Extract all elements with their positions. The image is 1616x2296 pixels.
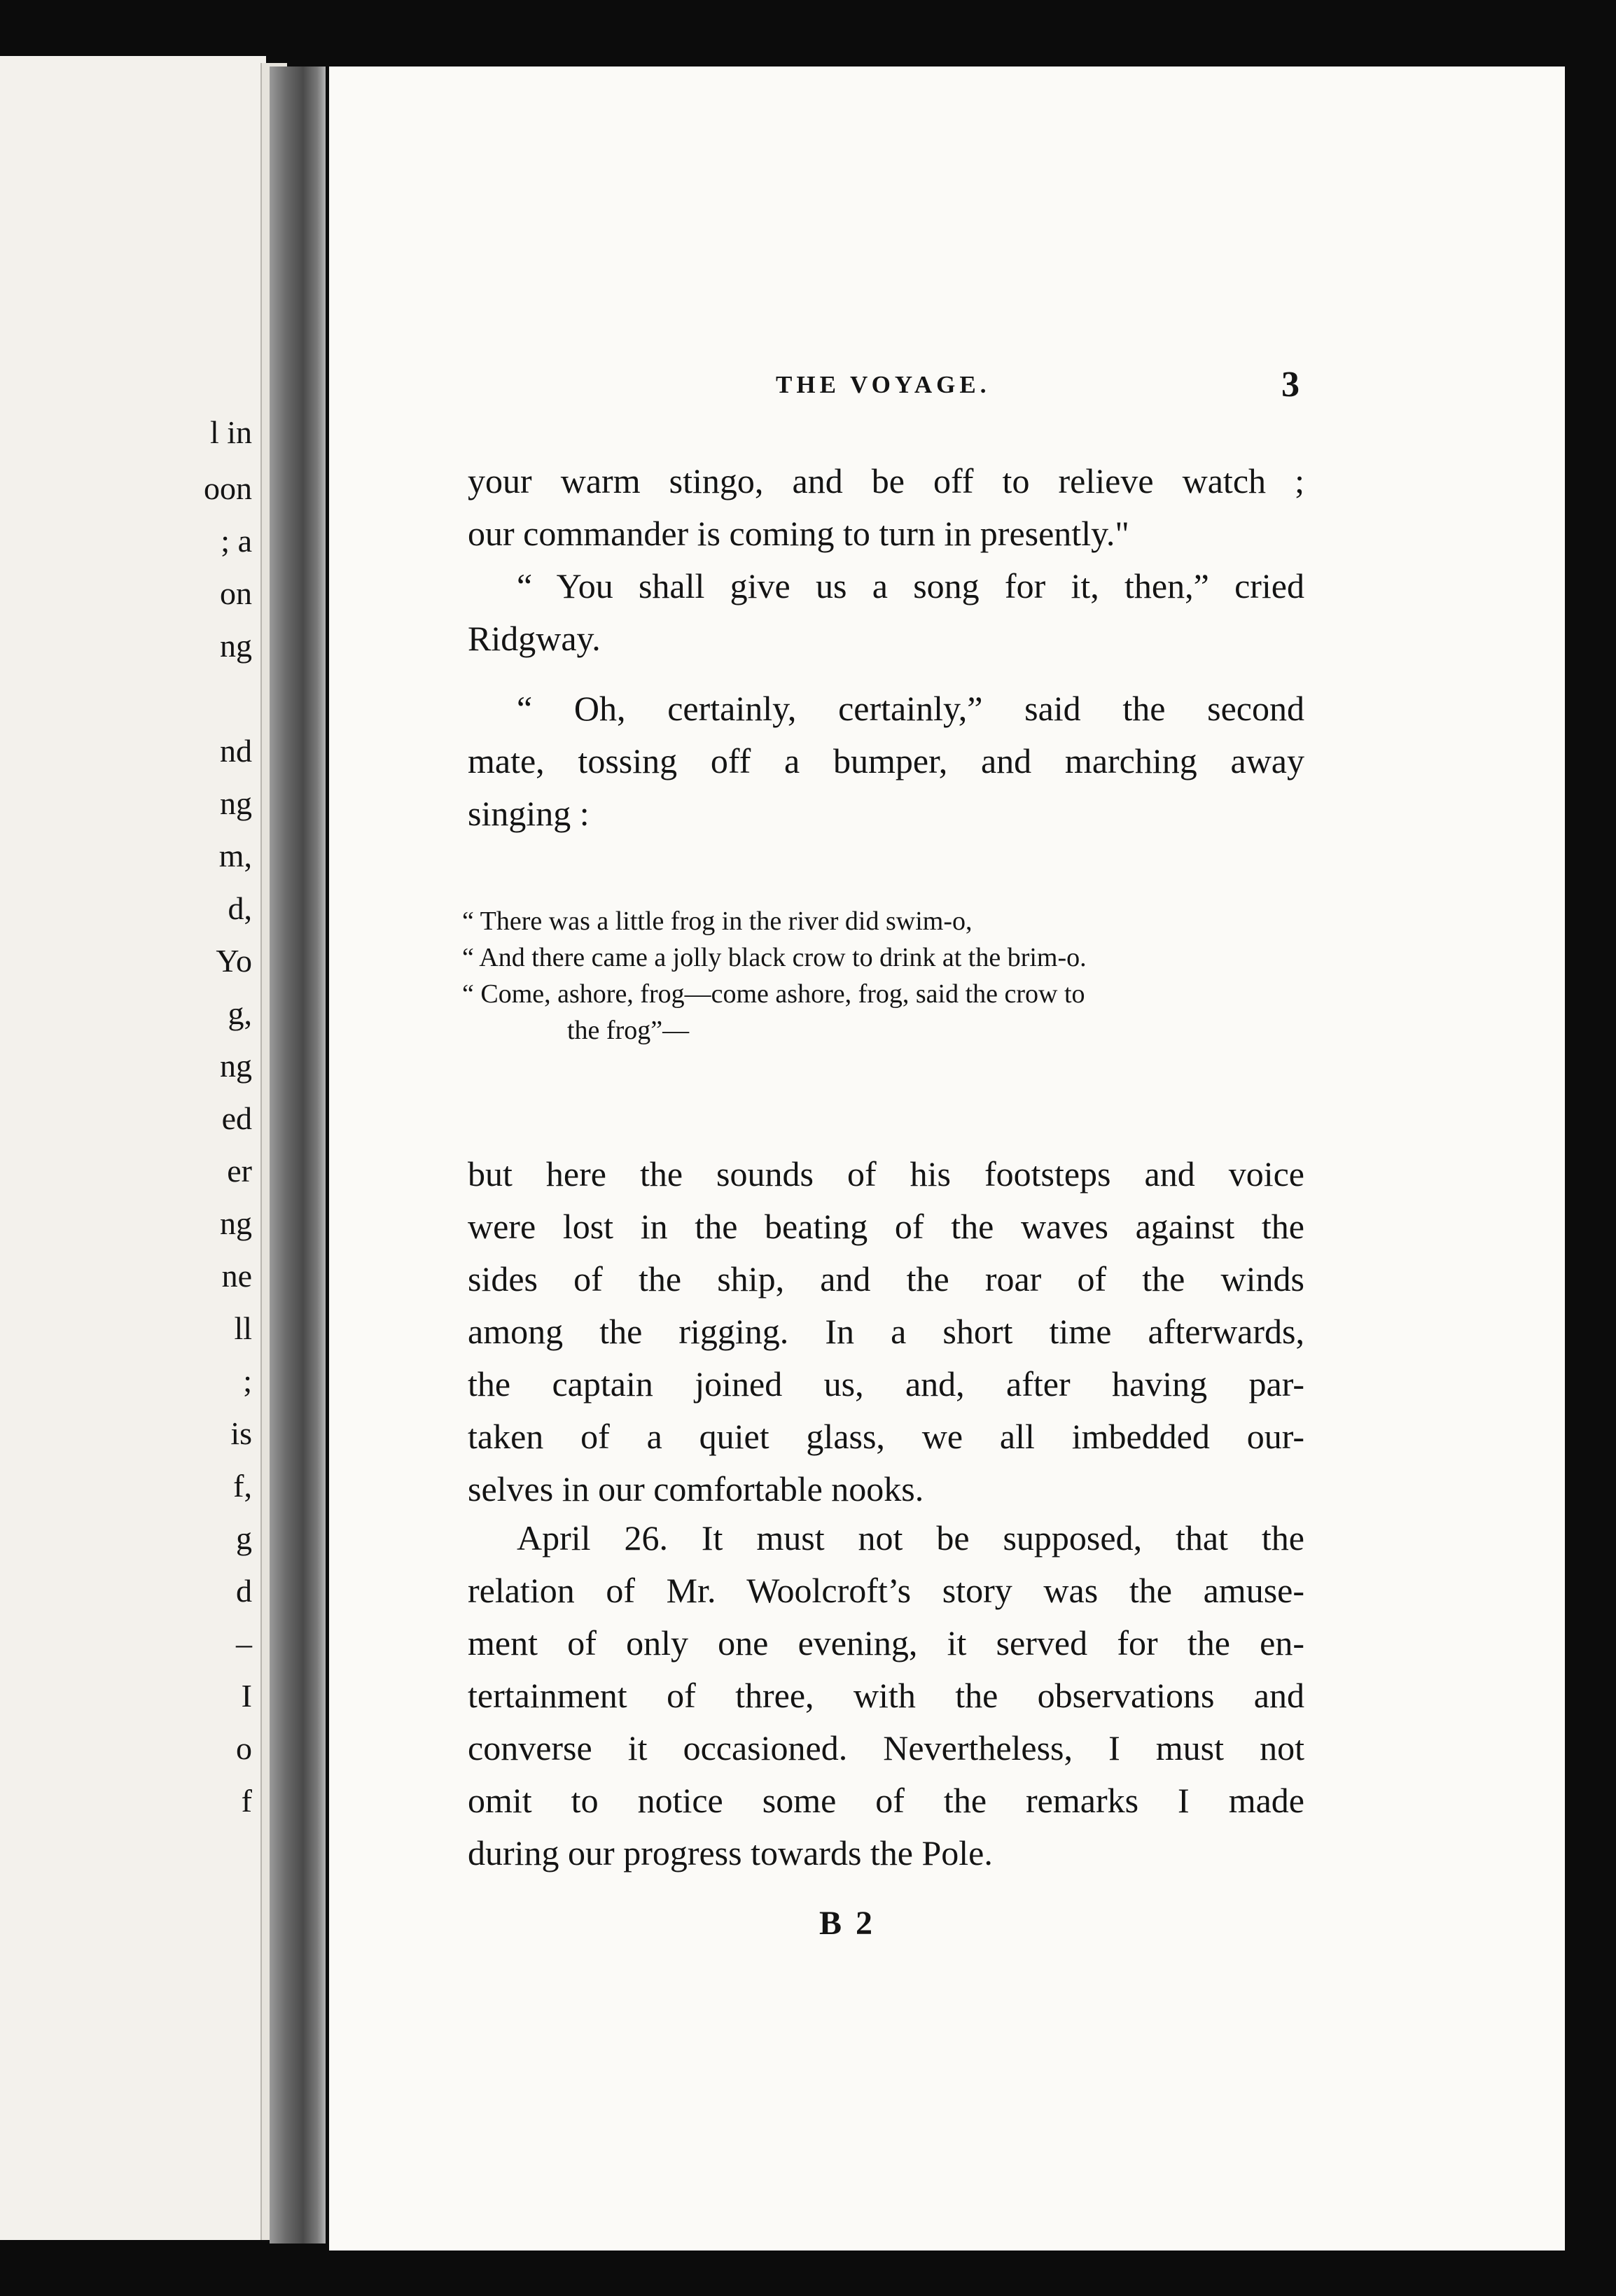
fragment-line: is <box>230 1415 252 1451</box>
fragment-line: g <box>236 1520 252 1556</box>
fragment-line: ng <box>220 628 252 664</box>
text-line: sides of the ship, and the roar of the winds <box>468 1259 1304 1298</box>
text-line: relation of Mr. Woolcroft’s story was the amuse- <box>468 1571 1304 1610</box>
fragment-line: Yo <box>216 943 252 979</box>
paragraph <box>468 455 1304 560</box>
text-line: converse it occasioned. Nevertheless, I must not <box>468 1728 1304 1768</box>
fragment-line: – <box>236 1625 252 1661</box>
verse-line: “ There was a little frog in the river did swim-o, <box>462 906 973 936</box>
text-line: were lost in the beating of the waves against the <box>468 1207 1304 1246</box>
fragment-line: o <box>236 1730 252 1766</box>
paragraph <box>468 682 1304 840</box>
text-line: “ Oh, certainly, certainly,” said the second <box>517 689 1304 728</box>
book-binding-gutter <box>270 66 326 2244</box>
fragment-line: ll <box>234 1310 252 1346</box>
song-verse <box>462 903 1309 1049</box>
text-line: ment of only one evening, it served for the en- <box>468 1623 1304 1662</box>
fragment-line: ng <box>220 785 252 821</box>
text-line: Ridgway. <box>468 619 601 658</box>
fragment-line: on <box>220 575 252 611</box>
signature-mark: B 2 <box>819 1905 876 1942</box>
running-head-title: THE VOYAGE. <box>776 371 991 398</box>
text-line: “ You shall give us a song for it, then,” cried <box>517 566 1304 606</box>
fragment-line: er <box>227 1153 252 1189</box>
text-line: April 26. It must not be supposed, that the <box>517 1518 1304 1558</box>
text-line: mate, tossing off a bumper, and marching away <box>468 741 1304 780</box>
text-line: your warm stingo, and be off to relieve watch ; <box>468 461 1304 500</box>
fragment-line: d <box>236 1573 252 1609</box>
text-line: the captain joined us, and, after having par- <box>468 1364 1304 1404</box>
fragment-line: I <box>241 1678 252 1714</box>
verse-line: “ And there came a jolly black crow to drink at the brim-o. <box>462 943 1087 972</box>
text-line: selves in our comfortable nooks. <box>468 1469 924 1508</box>
fragment-line: f <box>241 1783 252 1819</box>
verse-line: “ Come, ashore, frog—come ashore, frog, said the crow to <box>462 979 1085 1009</box>
fragment-line: g, <box>228 995 252 1031</box>
text-line: our commander is coming to turn in presently." <box>468 514 1129 553</box>
paragraph <box>468 560 1304 665</box>
paragraph <box>468 1512 1304 1879</box>
fragment-line: l in <box>209 414 252 450</box>
previous-page <box>0 56 266 2240</box>
fragment-line: ed <box>221 1100 252 1136</box>
text-line: omit to notice some of the remarks I made <box>468 1781 1304 1820</box>
fragment-line: ; a <box>221 523 252 559</box>
text-line: singing : <box>468 794 590 833</box>
page-number: 3 <box>1281 365 1300 405</box>
fragment-line: ne <box>221 1258 252 1294</box>
text-line: during our progress towards the Pole. <box>468 1833 993 1872</box>
fragment-line: ng <box>220 1048 252 1084</box>
text-line: taken of a quiet glass, we all imbedded our- <box>468 1417 1304 1456</box>
text-line: tertainment of three, with the observations and <box>468 1676 1304 1715</box>
text-line: but here the sounds of his footsteps and voice <box>468 1154 1304 1194</box>
verse-line: the frog”— <box>567 1016 690 1045</box>
fragment-line: nd <box>220 733 252 769</box>
fragment-line: oon <box>204 470 252 506</box>
fragment-line: ng <box>220 1205 252 1241</box>
fragment-line: d, <box>228 890 252 926</box>
fragment-line: m, <box>218 838 252 874</box>
fragment-line: ; <box>243 1363 252 1399</box>
fragment-line: f, <box>233 1468 252 1504</box>
paragraph <box>468 1148 1304 1516</box>
text-line: among the rigging. In a short time afterwards, <box>468 1312 1304 1351</box>
